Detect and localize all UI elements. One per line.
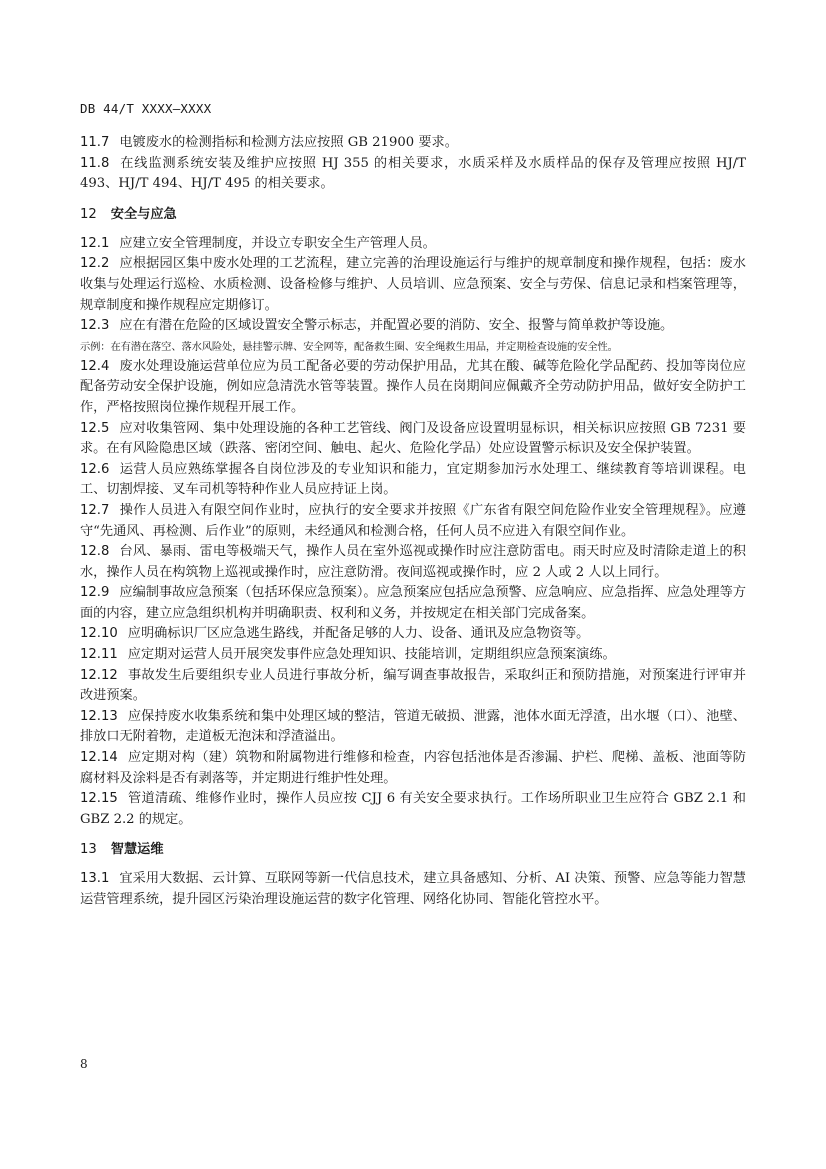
clause-paragraph [80, 501, 746, 542]
clause-number: 12.13 [80, 708, 118, 724]
clause-text: 在线监测系统安装及维护应按照 HJ 355 的相关要求，水质采样及水质样品的保存及管理应按照 HJ/T 493、HJ/T 494、HJ/T 495 的相关要求。 [80, 155, 746, 192]
clause-number: 12.12 [80, 667, 118, 683]
clause-text: 应在有潜在危险的区域设置安全警示标志，并配置必要的消防、安全、报警与简单救护等设施。 [119, 318, 674, 334]
clause-text: 应定期对运营人员开展突发事件应急处理知识、技能培训，定期组织应急预案演练。 [127, 647, 616, 663]
clause-paragraph [80, 645, 746, 666]
clause-number: 12.6 [80, 461, 110, 477]
clause-number: 12.3 [80, 318, 110, 334]
clause-text: 应定期对构（建）筑物和附属物进行维修和检查，内容包括池体是否渗漏、护栏、爬梯、盖板、池面等防腐材料及涂料是否有剥落等，并定期进行维护性处理。 [80, 750, 746, 786]
clause-paragraph [80, 666, 746, 707]
clause-paragraph [80, 583, 746, 624]
clause-text: 运营人员应熟练掌握各自岗位涉及的专业知识和能力，宜定期参加污水处理工、继续教育等培训课程。电工、切割焊接、叉车司机等特种作业人员应持证上岗。 [80, 461, 746, 498]
clause-number: 12.14 [80, 750, 118, 766]
clause-paragraph [80, 624, 746, 645]
clause-paragraph [80, 748, 746, 789]
clause-paragraph [80, 357, 746, 419]
clause-paragraph [80, 316, 746, 337]
clause-text: 台风、暴雨、雷电等极端天气，操作人员在室外巡视或操作时应注意防雷电。雨天时应及时清除走道上的积水，操作人员在构筑物上巡视或操作时，应注意防滑。夜间巡视或操作时，应 2 人或 2 人以上同行。 [80, 544, 746, 580]
section-heading [80, 840, 746, 860]
document-body [80, 133, 746, 911]
clause-paragraph [80, 789, 746, 830]
section-title: 智慧运维 [110, 842, 164, 858]
clause-paragraph [80, 460, 746, 501]
clause-number: 12.4 [80, 358, 110, 374]
clause-number: 11.8 [80, 155, 110, 171]
clause-text: 电镀废水的检测指标和检测方法应按照 GB 21900 要求。 [119, 135, 458, 150]
clause-text: 废水处理设施运营单位应为员工配备必要的劳动保护用品，尤其在酸、碱等危险化学品配药、投加等岗位应配备劳动安全保护设施，例如应急清洗水管等装置。操作人员在岗期间应佩戴齐全劳动防护用品，做好安全防护工作，严格按照岗位操作规程开展工作。 [80, 358, 746, 415]
clause-text: 操作人员进入有限空间作业时，应执行的安全要求并按照《广东省有限空间危险作业安全管理规程》。应遵守“先通风、再检测、后作业”的原则，未经通风和检测合格，任何人员不应进入有限空间作业。 [80, 502, 746, 539]
clause-text: 事故发生后要组织专业人员进行事故分析，编写调查事故报告，采取纠正和预防措施，对预案进行评审并改进预案。 [80, 667, 746, 704]
section-number: 13 [80, 842, 97, 858]
clause-paragraph [80, 234, 746, 255]
clause-text: 管道清疏、维修作业时，操作人员应按 CJJ 6 有关安全要求执行。工作场所职业卫生应符合 GBZ 2.1 和 GBZ 2.2 的规定。 [80, 791, 746, 827]
clause-number: 12.15 [80, 791, 118, 807]
example-note: 示例：在有潜在落空、落水风险处，悬挂警示牌、安全网等，配备救生圈、安全绳救生用品，并定期检查设施的安全性。 [80, 340, 618, 353]
page-number: 8 [80, 1057, 88, 1071]
clause-paragraph [80, 133, 746, 154]
clause-paragraph [80, 542, 746, 583]
section-title: 安全与应急 [110, 206, 177, 222]
clause-text: 应保持废水收集系统和集中处理区域的整洁，管道无破损、泄露，池体水面无浮渣，出水堰（口）、池壁、排放口无附着物，走道板无泡沫和浮渣溢出。 [80, 708, 746, 745]
clause-number: 11.7 [80, 135, 110, 150]
clause-number: 12.8 [80, 544, 110, 560]
clause-number: 12.7 [80, 502, 110, 518]
clause-number: 12.5 [80, 420, 110, 436]
clause-text: 应建立安全管理制度，并设立专职安全生产管理人员。 [119, 235, 436, 251]
clause-paragraph [80, 869, 746, 910]
clause-number: 12.2 [80, 256, 110, 272]
section-heading [80, 205, 746, 225]
clause-number: 12.9 [80, 585, 110, 601]
clause-text: 应编制事故应急预案（包括环保应急预案）。应急预案应包括应急预警、应急响应、应急指挥、应急处理等方面的内容，建立应急组织机构并明确职责、权利和义务，并按规定在相关部门完成备案。 [80, 585, 746, 621]
clause-number: 12.1 [80, 235, 110, 251]
clause-paragraph [80, 254, 746, 316]
clause-number: 12.11 [80, 647, 118, 663]
clause-text: 应对收集管网、集中处理设施的各种工艺管线、阀门及设备应设置明显标识，相关标识应按照 GB 7231 要求。在有风险隐患区域（跌落、密闭空间、触电、起火、危险化学品）处应设置警示标识及安全保护装置。 [80, 420, 746, 457]
clause-text: 应根据园区集中废水处理的工艺流程，建立完善的治理设施运行与维护的规章制度和操作规程，包括：废水收集与处理运行巡检、水质检测、设备检修与维护、人员培训、应急预案、安全与劳保、信息记录和档案管理等，规章制度和操作规程应定期修订。 [80, 256, 746, 313]
standard-code-header: DB 44/T XXXX—XXXX [80, 101, 212, 116]
clause-paragraph [80, 419, 746, 460]
clause-paragraph [80, 707, 746, 748]
section-number: 12 [80, 206, 97, 222]
clause-number: 13.1 [80, 871, 110, 887]
clause-number: 12.10 [80, 626, 118, 642]
clause-text: 宜采用大数据、云计算、互联网等新一代信息技术，建立具备感知、分析、AI 决策、预警、应急等能力智慧运营管理系统，提升园区污染治理设施运营的数字化管理、网络化协同、智能化管控水平。 [80, 871, 746, 907]
clause-text: 应明确标识厂区应急逃生路线，并配备足够的人力、设备、通讯及应急物资等。 [127, 626, 590, 642]
clause-paragraph [80, 154, 746, 195]
